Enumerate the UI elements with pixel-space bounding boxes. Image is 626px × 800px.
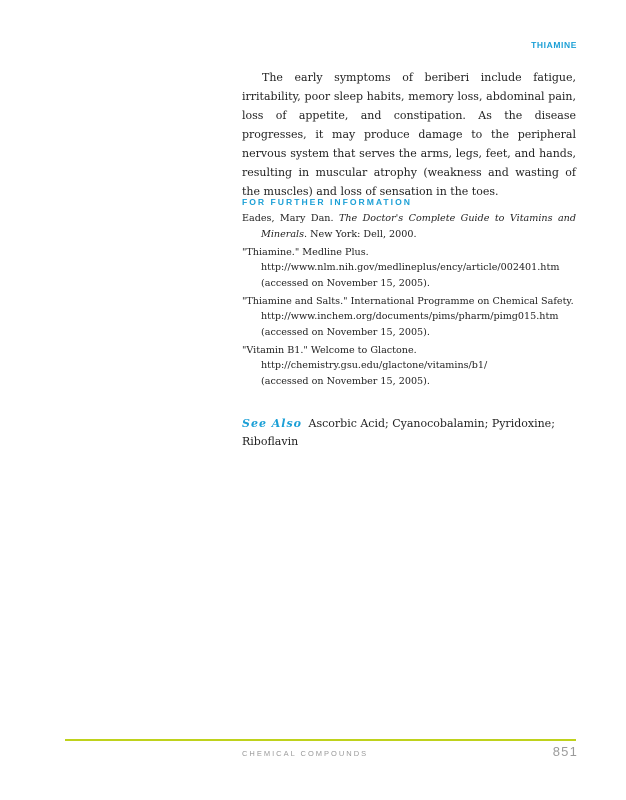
further-information-heading: FOR FURTHER INFORMATION bbox=[242, 197, 412, 207]
reference-accessed-date: (accessed on November 15, 2005). bbox=[261, 277, 430, 289]
see-also-label: See Also bbox=[242, 417, 303, 430]
reference-author: Eades, Mary Dan. bbox=[242, 213, 339, 224]
reference-accessed-date: (accessed on November 15, 2005). bbox=[261, 326, 430, 338]
reference-publisher: . New York: Dell, 2000. bbox=[304, 228, 417, 240]
body-paragraph: The early symptoms of beriberi include fatigue, irritability, poor sleep habits, memory loss, abdominal pain, loss of appetite, and constipation. As the disease progresses, it may produce damage to the peripheral nervous system that serves the arms, legs, feet, and hands, resulting in muscular atrophy (weakness and wasting of the muscles) and loss of sensation in the toes. bbox=[242, 71, 576, 198]
reference-url[interactable]: http://www.nlm.nih.gov/medlineplus/ency/article/002401.htm bbox=[261, 262, 560, 273]
reference-url[interactable]: http://chemistry.gsu.edu/glactone/vitamins/b1/ bbox=[261, 360, 488, 371]
reference-item bbox=[242, 245, 576, 292]
footer-rule bbox=[65, 739, 576, 741]
reference-citation: "Vitamin B1." Welcome to Glactone. bbox=[242, 344, 417, 356]
reference-item bbox=[242, 294, 576, 341]
reference-item bbox=[242, 343, 576, 390]
see-also bbox=[242, 415, 576, 451]
see-also-links[interactable]: Ascorbic Acid; Cyanocobalamin; Pyridoxine; Riboflavin bbox=[242, 417, 555, 448]
page-number: 851 bbox=[552, 744, 578, 759]
reference-item bbox=[242, 211, 576, 242]
reference-url[interactable]: http://www.inchem.org/documents/pims/pharm/pimg015.htm bbox=[261, 311, 559, 322]
reference-citation: "Thiamine." Medline Plus. bbox=[242, 246, 369, 258]
running-head: THIAMINE bbox=[531, 40, 577, 50]
reference-accessed-date: (accessed on November 15, 2005). bbox=[261, 375, 430, 387]
reference-book-title: The Doctor's Complete Guide to Vitamins and Minerals bbox=[261, 213, 576, 240]
reference-list bbox=[242, 211, 576, 392]
reference-citation: "Thiamine and Salts." International Programme on Chemical Safety. bbox=[242, 295, 574, 307]
footer-book-title: CHEMICAL COMPOUNDS bbox=[242, 749, 369, 758]
